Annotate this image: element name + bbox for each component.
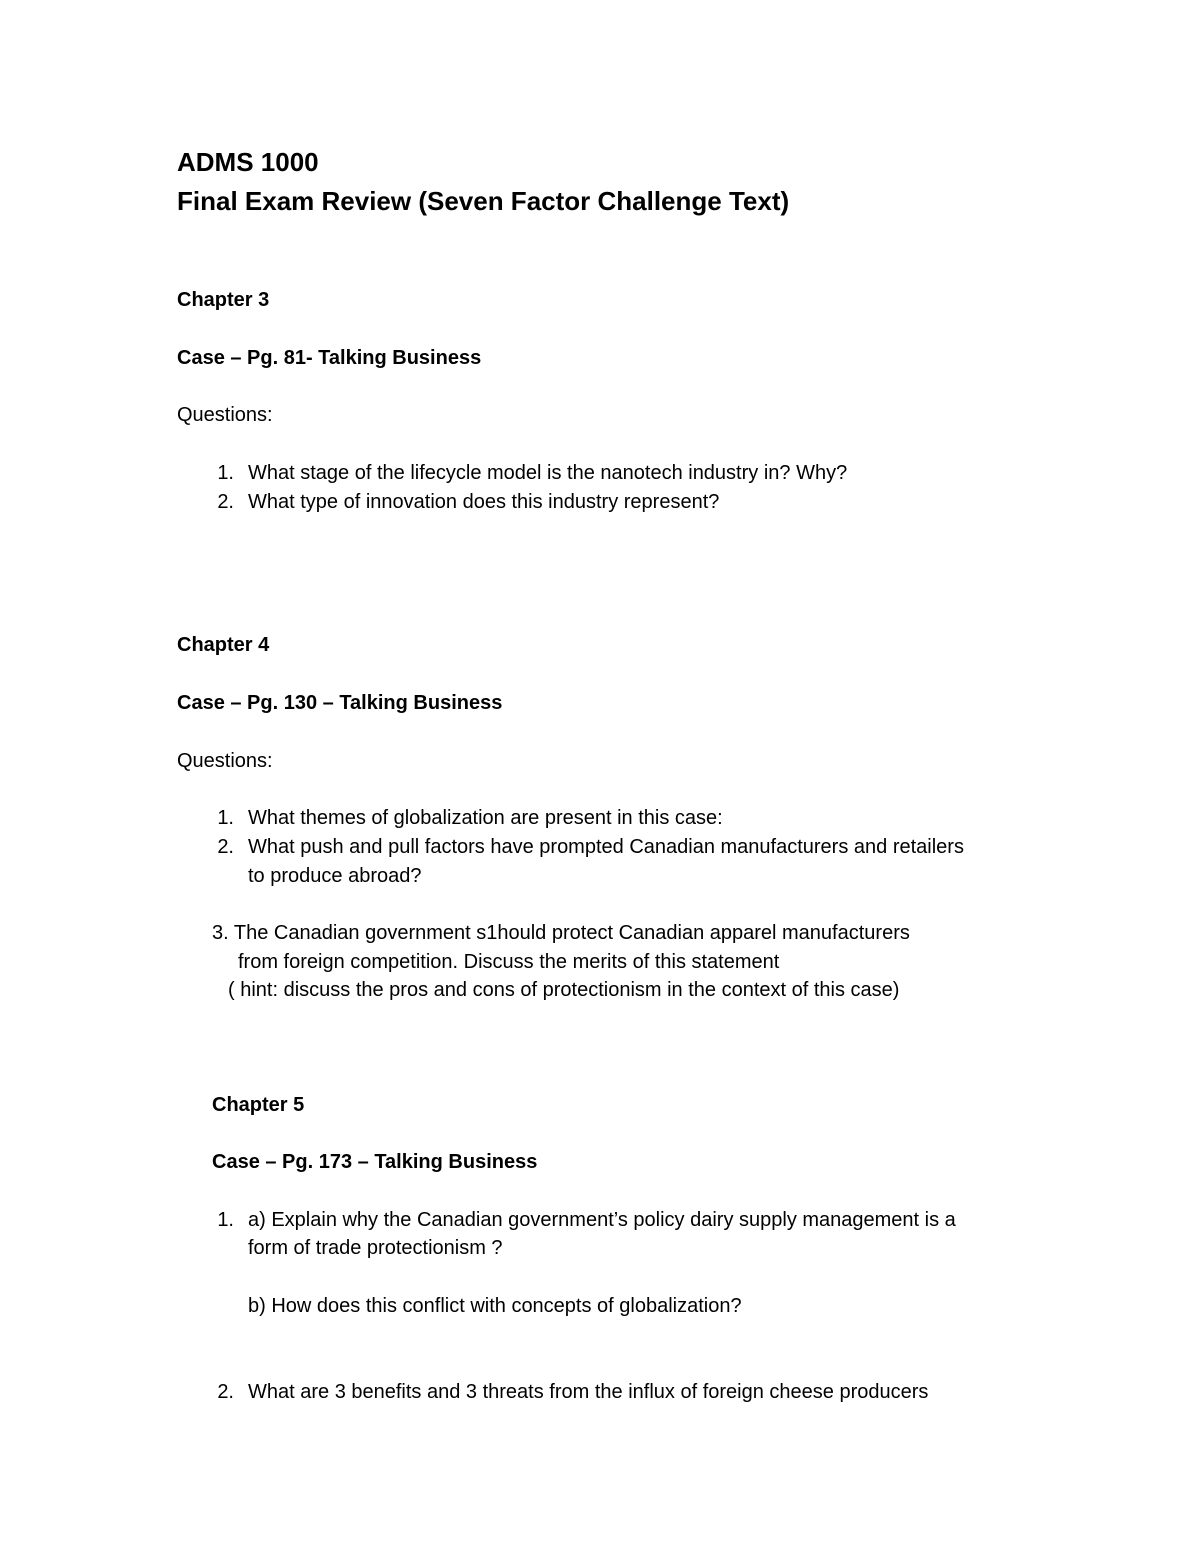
chapter-4-question-2-line-1: What push and pull factors have prompted Canadian manufacturers and retailers: [248, 836, 964, 858]
chapter-5-question-1a-line-1: a) Explain why the Canadian government’s policy dairy supply management is a: [248, 1209, 956, 1231]
document-subtitle: Final Exam Review (Seven Factor Challenge Text): [177, 186, 790, 216]
chapter-3-questions-label: Questions:: [177, 404, 273, 426]
chapter-4-case: Case – Pg. 130 – Talking Business: [177, 692, 503, 714]
chapter-3-heading: Chapter 3: [177, 289, 270, 311]
chapter-4-question-3-line-2: from foreign competition. Discuss the merits of this statement: [238, 951, 780, 973]
course-title: ADMS 1000: [177, 147, 319, 177]
chapter-4-question-3-hint: ( hint: discuss the pros and cons of protectionism in the context of this case): [228, 979, 900, 1001]
chapter-5-heading: Chapter 5: [212, 1094, 305, 1116]
chapter-5-question-1b: b) How does this conflict with concepts of globalization?: [248, 1295, 742, 1317]
chapter-3-case: Case – Pg. 81- Talking Business: [177, 347, 482, 369]
question-number: 2.: [217, 836, 234, 858]
chapter-4-questions-label: Questions:: [177, 750, 273, 772]
chapter-5-question-2: What are 3 benefits and 3 threats from the influx of foreign cheese producers: [248, 1381, 929, 1403]
chapter-3-question-1: What stage of the lifecycle model is the nanotech industry in? Why?: [248, 462, 848, 484]
question-number: 2.: [217, 1381, 234, 1403]
question-number: 1.: [217, 807, 234, 829]
chapter-4-heading: Chapter 4: [177, 634, 270, 656]
chapter-4-question-2-line-2: to produce abroad?: [248, 865, 422, 887]
chapter-4-question-3-line-1: 3. The Canadian government s1hould protect Canadian apparel manufacturers: [212, 922, 910, 944]
question-number: 1.: [217, 1209, 234, 1231]
chapter-5-question-1a-line-2: form of trade protectionism ?: [248, 1237, 503, 1259]
question-number: 1.: [217, 462, 234, 484]
chapter-5-case: Case – Pg. 173 – Talking Business: [212, 1151, 538, 1173]
chapter-3-question-2: What type of innovation does this industry represent?: [248, 491, 720, 513]
question-number: 2.: [217, 491, 234, 513]
chapter-4-question-1: What themes of globalization are present in this case:: [248, 807, 723, 829]
